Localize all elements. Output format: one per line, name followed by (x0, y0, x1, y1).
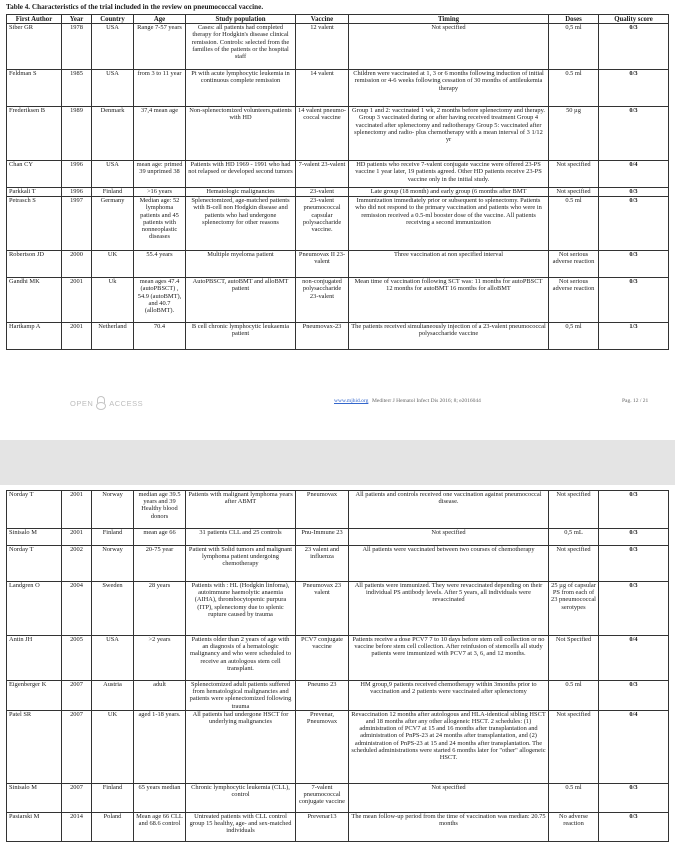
cell-country: USA (92, 161, 134, 188)
cell-year: 2007 (62, 783, 92, 812)
cell-first-author: Norday T (7, 491, 62, 529)
cell-study-population: Chronic lymphocytic leukemia (CLL), control (186, 783, 296, 812)
cell-timing: Not specified (349, 783, 549, 812)
cell-year: 2007 (62, 681, 92, 711)
cell-age: mean ages 47.4 (autoPBSCT) , 54.9 (autoBMT), and 40.7 (alloBMT). (134, 278, 186, 323)
cell-doses: 50 µg (549, 107, 599, 161)
cell-vaccine: Pneumo 23 (296, 681, 349, 711)
cell-quality-score: 0/3 (599, 251, 669, 278)
cell-age: >2 years (134, 636, 186, 681)
characteristics-table-part2 (6, 490, 669, 842)
cell-timing: The patients received simultaneously injection of a 23-valent pneumococcal polysaccharide vaccine (349, 323, 549, 350)
table-row (7, 24, 669, 70)
cell-timing: HM group,9 patients received chemotherapy within 3months prior to vaccination and 2 patients were vaccinated after splenectomy (349, 681, 549, 711)
cell-age: 65 years median (134, 783, 186, 812)
cell-quality-score: 0/3 (599, 197, 669, 251)
cell-quality-score: 0/3 (599, 529, 669, 546)
cell-country: UK (92, 710, 134, 783)
table-row (7, 107, 669, 161)
cell-year: 2014 (62, 812, 92, 841)
header-age: Age (134, 15, 186, 24)
cell-vaccine: 7-valent pneumococcal conjugate vaccine (296, 783, 349, 812)
cell-year: 1985 (62, 70, 92, 107)
logo-text-access: ACCESS (109, 398, 144, 408)
cell-vaccine: Pneumovax-23 (296, 323, 349, 350)
cell-age: 37,4 mean age (134, 107, 186, 161)
cell-year: 2001 (62, 278, 92, 323)
cell-doses: Not specified (549, 710, 599, 783)
cell-age: Mean age 66 CLL and 68.6 control (134, 812, 186, 841)
cell-doses: Not specified (549, 491, 599, 529)
cell-first-author: Pasiarski M (7, 812, 62, 841)
cell-country: Norway (92, 546, 134, 582)
header-doses: Doses (549, 15, 599, 24)
cell-study-population: All patients had undergone HSCT for underlying malignancies (186, 710, 296, 783)
table-row (7, 491, 669, 529)
cell-country: Finland (92, 188, 134, 197)
table-row (7, 783, 669, 812)
cell-quality-score: 0/4 (599, 636, 669, 681)
cell-doses: Not specified (549, 161, 599, 188)
table-row (7, 188, 669, 197)
cell-timing: Late group (18 month) and early group (6 months after BMT (349, 188, 549, 197)
cell-vaccine: non-conjugated polysaccharide 23-valent (296, 278, 349, 323)
cell-vaccine: Pnu-Immune 23 (296, 529, 349, 546)
table-row (7, 812, 669, 841)
cell-study-population: Pt with acute lymphocytic leukemia in continuous complete remission (186, 70, 296, 107)
cell-country: Austria (92, 681, 134, 711)
cell-study-population: Non-splenectomized volunteers,patients with HD (186, 107, 296, 161)
cell-country: Norway (92, 491, 134, 529)
cell-country: Finland (92, 529, 134, 546)
cell-country: Finland (92, 783, 134, 812)
header-study-population: Study population (186, 15, 296, 24)
table-header-row (7, 15, 669, 24)
cell-doses: 0,5 ml (549, 323, 599, 350)
cell-year: 1989 (62, 107, 92, 161)
cell-timing: All patients were immunized. They were revaccinated depending on their individual PS antibody levels. After 5 years, all individuals were revaccinated (349, 582, 549, 636)
cell-vaccine: 12 valent (296, 24, 349, 70)
cell-timing: Immunization immediately prior or subsequent to splenectomy. Patients who did not respond to the primary vaccination and patients who were in remission received a 0.5-ml booster dose of the vaccine. All patients receiving a second immunization (349, 197, 549, 251)
cell-timing: HD patients who receive 7-valent conjugate vaccine were offered 23-PS vaccine 1 year later, 19 patients agreed. Other HD patients receive 23-PS vaccine only in the initial study. (349, 161, 549, 188)
cell-timing: Not specified (349, 24, 549, 70)
cell-study-population: Multiple myeloma patient (186, 251, 296, 278)
cell-quality-score: 0/3 (599, 812, 669, 841)
cell-age: adult (134, 681, 186, 711)
cell-study-population: AutoPBSCT, autoBMT and alloBMT patient (186, 278, 296, 323)
cell-age: 28 years (134, 582, 186, 636)
cell-study-population: Hematologic malignancies (186, 188, 296, 197)
cell-first-author: Siber GR (7, 24, 62, 70)
cell-year: 1997 (62, 197, 92, 251)
cell-year: 1996 (62, 188, 92, 197)
header-first-author: First Author (7, 15, 62, 24)
page-gap (0, 440, 675, 485)
header-vaccine: Vaccine (296, 15, 349, 24)
cell-timing: All patients and controls received one vaccination against pneumococcal disease. (349, 491, 549, 529)
cell-year: 2001 (62, 491, 92, 529)
cell-doses: 0,5 mL (549, 529, 599, 546)
cell-age: Range 7-57 years (134, 24, 186, 70)
cell-vaccine: 14 valent pneumo- coccal vaccine (296, 107, 349, 161)
cell-study-population: Patients with : HL (Hodgkin linfoma), autoimmune haemolytic anaemia (AIHA), thrombocytopenic purpura (ITP), splenectomy due to splenic rupture caused by trauma (186, 582, 296, 636)
cell-first-author: Gandhi MK (7, 278, 62, 323)
table-row (7, 197, 669, 251)
cell-study-population: Cases: all patients had completed therapy for Hodgkin's disease clinical remission. Controls: selected from the families of the patients or the hospital staff (186, 24, 296, 70)
cell-country: Denmark (92, 107, 134, 161)
page-number: Pag. 12 / 21 (622, 398, 649, 404)
cell-year: 2005 (62, 636, 92, 681)
cell-age: 70.4 (134, 323, 186, 350)
table-row (7, 323, 669, 350)
cell-study-population: Patients with malignant lymphoma years after ABMT (186, 491, 296, 529)
cell-doses: 25 µg of capsular PS from each of 23 pneumococcal serotypes (549, 582, 599, 636)
cell-timing: Revaccination 12 months after autologous and HLA-identical sibling HSCT and 18 months after any other allogeneic HSCT. 2 schedules: (1) administration of PCV7 at 15 and 16 months after transplantation and administration of PnPS-23 at 24 months after transplantation, and (2) administration of PnPS-23 at 15 and 24 months after transplantation. The scheduled administrations were started 6 months later for "other" allogeneic HSCT. (349, 710, 549, 783)
cell-timing: Mean time of vaccination following SCT was: 11 months for autoPBSCT 12 months for autoBMT 16 months for alloBMT (349, 278, 549, 323)
cell-age: 20-75 year (134, 546, 186, 582)
table-row (7, 70, 669, 107)
cell-timing: Group 1 and 2: vaccinated 1 wk, 2 months before splenectomy and therapy. Group 3 vaccinated during or after having received treatment Group 4 vaccinated after splenectomy and radiotherapy Group 5: vaccinated after splenectomy and radio- plus chemotherapy with a mean interval of 3 1/12 yr (349, 107, 549, 161)
cell-doses: Not serious adverse reaction (549, 251, 599, 278)
cell-first-author: Sinisalo M (7, 783, 62, 812)
cell-vaccine: 14 valent (296, 70, 349, 107)
cell-quality-score: 0/3 (599, 70, 669, 107)
cell-doses: Not specified (549, 188, 599, 197)
cell-country: USA (92, 24, 134, 70)
cell-quality-score: 0/3 (599, 681, 669, 711)
cell-quality-score: 0/3 (599, 188, 669, 197)
cell-study-population: Splenectomized adult patients suffered from hematological malignancies and patients were splenectomized following trauma (186, 681, 296, 711)
cell-doses: 0.5 ml (549, 681, 599, 711)
cell-study-population: Untreated patients with CLL control group 15 healthy, age- and sex-matched individuals (186, 812, 296, 841)
cell-quality-score: 0/3 (599, 24, 669, 70)
cell-first-author: Hartkamp A (7, 323, 62, 350)
table-row (7, 251, 669, 278)
logo-text: OPEN (70, 398, 94, 408)
cell-age: median age 39.5 years and 39 Healthy blood donors (134, 491, 186, 529)
cell-vaccine: Pneumovax II 23-valent (296, 251, 349, 278)
cell-doses: 0.5 ml (549, 70, 599, 107)
open-access-logo (70, 396, 143, 410)
cell-first-author: Eigenberger K (7, 681, 62, 711)
cell-country: Uk (92, 278, 134, 323)
cell-doses: Not serious adverse reaction (549, 278, 599, 323)
cell-year: 2002 (62, 546, 92, 582)
cell-study-population: B cell chronic lymphocytic leukaemia patient (186, 323, 296, 350)
table-row (7, 710, 669, 783)
cell-doses: No adverse reaction (549, 812, 599, 841)
table-row (7, 529, 669, 546)
header-country: Country (92, 15, 134, 24)
journal-citation: Mediterr J Hematol Infect Dis 2016; 8; e2016044 (372, 398, 481, 404)
cell-age: >16 years (134, 188, 186, 197)
cell-first-author: Patel SR (7, 710, 62, 783)
table-row (7, 582, 669, 636)
cell-country: Netherland (92, 323, 134, 350)
cell-country: UK (92, 251, 134, 278)
cell-age: aged 1-18 years. (134, 710, 186, 783)
cell-vaccine: Pneumovax (296, 491, 349, 529)
cell-timing: All patients were vaccinated between two courses of chemotherapy (349, 546, 549, 582)
table-row (7, 161, 669, 188)
cell-timing: Not specified (349, 529, 549, 546)
cell-first-author: Feldman S (7, 70, 62, 107)
cell-quality-score: 0/3 (599, 582, 669, 636)
cell-age: from 3 to 11 year (134, 70, 186, 107)
cell-doses: 0.5 ml (549, 197, 599, 251)
cell-vaccine: Prevenar13 (296, 812, 349, 841)
cell-vaccine: Prevenar, Pneumovax (296, 710, 349, 783)
header-year: Year (62, 15, 92, 24)
page-2 (0, 485, 675, 853)
cell-year: 1996 (62, 161, 92, 188)
journal-url-link[interactable]: www.mjhid.org (334, 398, 369, 404)
cell-study-population: Patient with Solid tumors and malignant lymphoma patient undergoing chemotherapy (186, 546, 296, 582)
cell-year: 2004 (62, 582, 92, 636)
cell-first-author: Frederiksen B (7, 107, 62, 161)
cell-study-population: Patients with HD 1969 - 1991 who had not relapsed or developed second tumors (186, 161, 296, 188)
cell-quality-score: 0/3 (599, 278, 669, 323)
cell-quality-score: 0/3 (599, 783, 669, 812)
cell-quality-score: 0/3 (599, 546, 669, 582)
cell-quality-score: 0/3 (599, 107, 669, 161)
cell-age: 55.4 years (134, 251, 186, 278)
cell-doses: Not specified (549, 546, 599, 582)
cell-first-author: Robertson JD (7, 251, 62, 278)
characteristics-table-part1 (6, 14, 669, 350)
cell-quality-score: 0/3 (599, 491, 669, 529)
cell-vaccine: 23-valent (296, 188, 349, 197)
cell-first-author: Chan CY (7, 161, 62, 188)
cell-country: Germany (92, 197, 134, 251)
table-caption: Table 4. Characteristics of the trial included in the review on pneumococcal vaccine. (6, 3, 264, 11)
cell-year: 2001 (62, 323, 92, 350)
table-row (7, 546, 669, 582)
cell-quality-score: 0/4 (599, 710, 669, 783)
cell-quality-score: 0/4 (599, 161, 669, 188)
cell-country: USA (92, 70, 134, 107)
table-row (7, 278, 669, 323)
header-timing: Timing (349, 15, 549, 24)
cell-first-author: Parkkali T (7, 188, 62, 197)
cell-timing: Three vaccination at non specified interval (349, 251, 549, 278)
cell-study-population: Splenectomized, age-matched patients with B-cell non Hodgkin disease and patients who had undergone splenectomy for other reasons (186, 197, 296, 251)
cell-country: Sweden (92, 582, 134, 636)
cell-study-population: 31 patients CLL and 25 controls (186, 529, 296, 546)
cell-country: USA (92, 636, 134, 681)
cell-first-author: Landgren O (7, 582, 62, 636)
cell-year: 2007 (62, 710, 92, 783)
cell-age: mean age 66 (134, 529, 186, 546)
cell-country: Poland (92, 812, 134, 841)
cell-doses: 0,5 ml (549, 24, 599, 70)
cell-timing: The mean follow-up period from the time of vaccination was median: 20.75 months (349, 812, 549, 841)
cell-doses: Not Specified (549, 636, 599, 681)
cell-doses: 0.5 ml (549, 783, 599, 812)
cell-vaccine: 7-valent 23-valent (296, 161, 349, 188)
open-access-lock-icon (96, 396, 106, 410)
cell-year: 2001 (62, 529, 92, 546)
cell-vaccine: Pneumovax 23 valent (296, 582, 349, 636)
table-row (7, 681, 669, 711)
table-row (7, 636, 669, 681)
cell-vaccine: PCV7 conjugate vaccine (296, 636, 349, 681)
cell-first-author: Antin JH (7, 636, 62, 681)
cell-year: 1978 (62, 24, 92, 70)
cell-year: 2000 (62, 251, 92, 278)
page-footer (0, 395, 675, 415)
cell-first-author: Norday T (7, 546, 62, 582)
header-quality-score: Quality score (599, 15, 669, 24)
cell-vaccine: 23 valent and influenza (296, 546, 349, 582)
cell-first-author: Sinisalo M (7, 529, 62, 546)
cell-study-population: Patients older than 2 years of age with an diagnosis of a hematologic malignancy and who were scheduled to receive an autologous stem cell transplant. (186, 636, 296, 681)
cell-vaccine: 23-valent pneumococcal capsular polysaccharide vaccine. (296, 197, 349, 251)
cell-timing: Patients receive a dose PCV7 7 to 10 days before stem cell collection or no vaccine before stem cell collection. After reinfusion of stemcells all study patients were immunized with PCV7 at 3, 6, and 12 months. (349, 636, 549, 681)
cell-first-author: Petrasch S (7, 197, 62, 251)
cell-age: mean age: primed 39 unprimed 38 (134, 161, 186, 188)
cell-timing: Children were vaccinated at 1, 3 or 6 months following induction of initial remission or 4-6 weeks following cessation of 30 months of antileukemia therapy (349, 70, 549, 107)
cell-age: Median age: 52 lymphoma patients and 45 patients with nonneoplastic diseases (134, 197, 186, 251)
cell-quality-score: 1/3 (599, 323, 669, 350)
